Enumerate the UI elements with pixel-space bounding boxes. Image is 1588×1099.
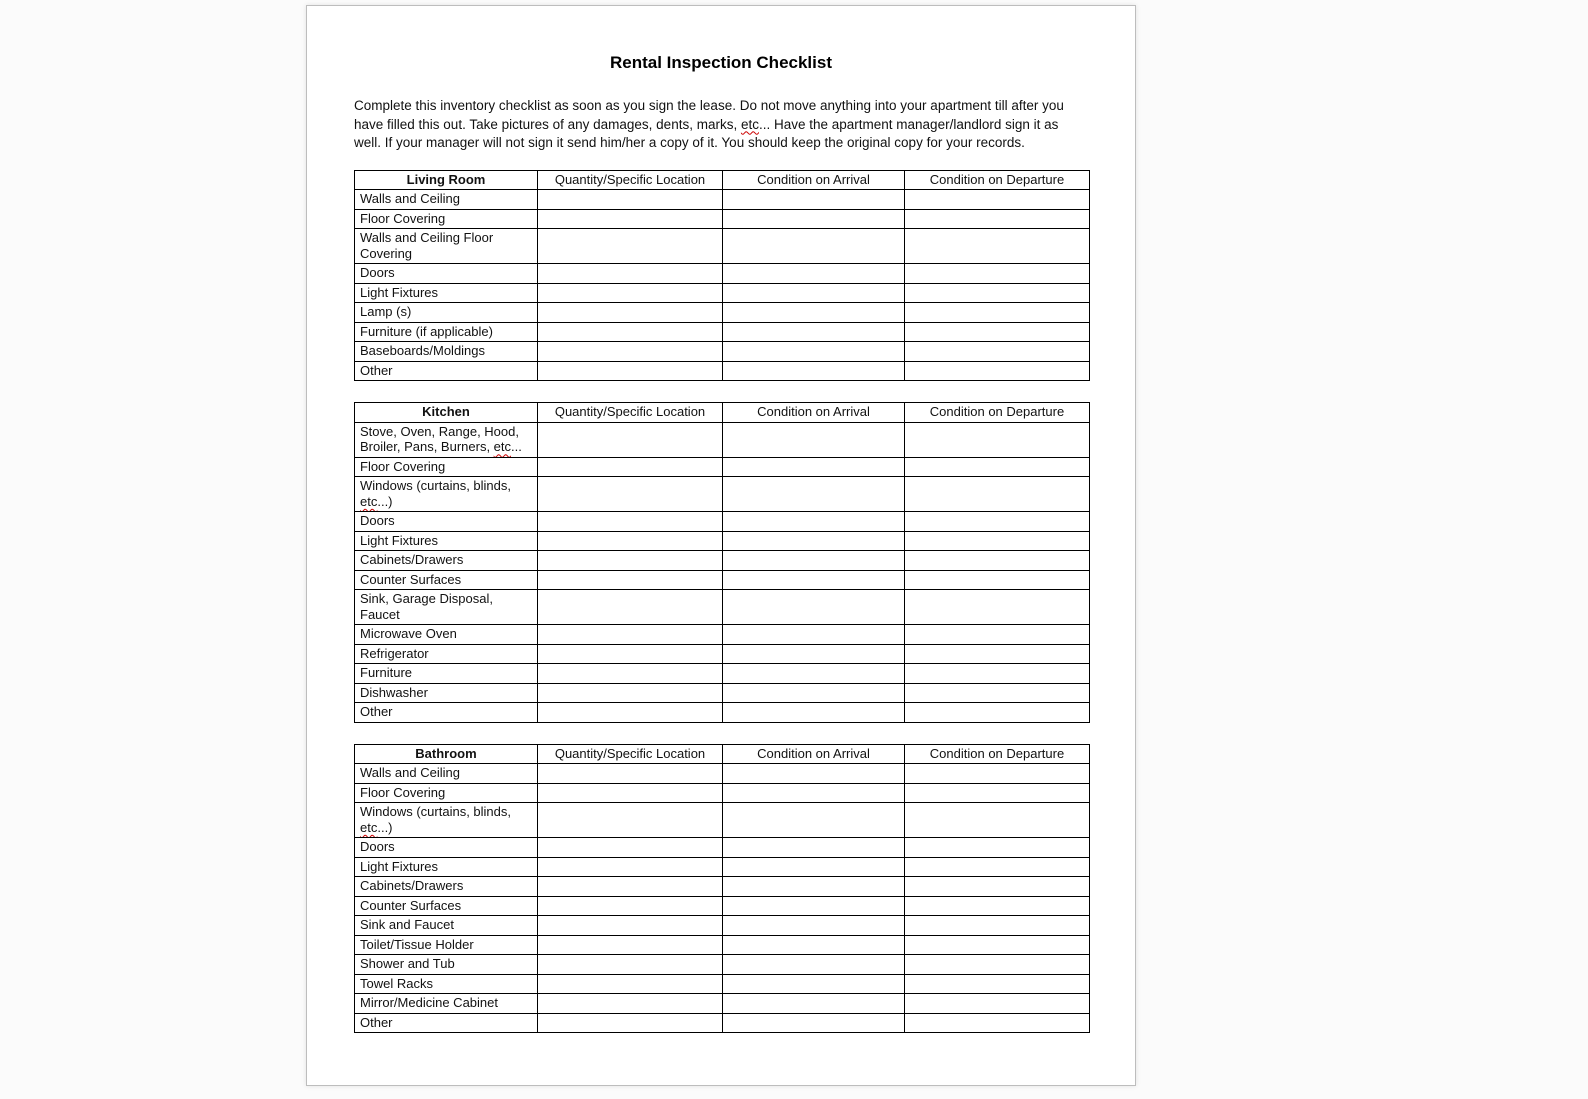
text-segment: Doors [360,265,395,281]
arrival-cell[interactable] [723,303,905,323]
arrival-cell[interactable] [723,994,905,1014]
checklist-table-kitchen [354,402,1090,723]
text-segment: Windows (curtains, blinds, [360,804,511,820]
quantity-cell[interactable] [538,570,723,590]
table-row [355,457,1090,477]
table-row [355,422,1090,457]
departure-cell[interactable] [905,477,1090,512]
text-segment: Light Fixtures [360,284,439,300]
item-label [355,322,538,342]
table-row [355,644,1090,664]
text-segment: Counter Surfaces [360,897,462,913]
arrival-cell[interactable] [723,916,905,936]
arrival-cell[interactable] [723,877,905,897]
item-label [355,361,538,381]
item-label [355,264,538,284]
item-label [355,422,538,457]
arrival-cell[interactable] [723,896,905,916]
arrival-cell[interactable] [723,342,905,362]
text-segment: Cabinets/Drawers [360,552,464,568]
quantity-cell[interactable] [538,457,723,477]
table-row [355,229,1090,264]
quantity-cell[interactable] [538,190,723,210]
arrival-cell[interactable] [723,190,905,210]
checklist-table-bathroom [354,744,1090,1034]
arrival-cell[interactable] [723,264,905,284]
arrival-cell[interactable] [723,935,905,955]
item-label [355,590,538,625]
table-row [355,512,1090,532]
quantity-cell[interactable] [538,229,723,264]
table-row [355,361,1090,381]
text-segment: Floor Covering [360,210,446,226]
departure-cell[interactable] [905,512,1090,532]
item-label [355,764,538,784]
text-segment: ...) [377,819,393,835]
text-segment: Sink, Garage Disposal, Faucet [360,591,493,622]
item-label [355,994,538,1014]
text-segment: Complete this inventory checklist as soon as you sign the lease. Do not move anything into your apartment till after you have filled this out. Take pictures of any damages, dents, marks, [354,98,1064,132]
departure-cell[interactable] [905,703,1090,723]
text-segment: Windows (curtains, blinds, [360,478,511,494]
text-segment: Mirror/Medicine Cabinet [360,995,498,1011]
departure-cell[interactable] [905,342,1090,362]
departure-cell[interactable] [905,361,1090,381]
table-row [355,974,1090,994]
table-row [355,283,1090,303]
text-segment: Microwave Oven [360,626,457,642]
quantity-cell[interactable] [538,783,723,803]
item-label [355,209,538,229]
table-row [355,209,1090,229]
quantity-cell[interactable] [538,361,723,381]
item-label [355,342,538,362]
table-row [355,955,1090,975]
tables-container [354,170,1088,1034]
table-row [355,322,1090,342]
section-header: Living Room [355,170,538,190]
text-segment: Floor Covering [360,458,446,474]
arrival-cell[interactable] [723,683,905,703]
misspelled-word: etc [360,819,378,835]
document-title: Rental Inspection Checklist [610,53,832,72]
departure-cell[interactable] [905,229,1090,264]
quantity-cell[interactable] [538,857,723,877]
item-label [355,283,538,303]
intro-paragraph [354,97,1089,153]
column-header: Condition on Departure [905,744,1090,764]
misspelled-word: etc [493,439,512,455]
column-header: Condition on Arrival [723,170,905,190]
text-segment: Dishwasher [360,684,428,700]
arrival-cell[interactable] [723,457,905,477]
column-header: Condition on Departure [905,403,1090,423]
text-segment: Furniture [360,665,413,681]
table-row [355,1013,1090,1033]
departure-cell[interactable] [905,838,1090,858]
departure-cell[interactable] [905,783,1090,803]
item-label [355,683,538,703]
table-row [355,994,1090,1014]
column-header: Condition on Departure [905,170,1090,190]
table-row [355,703,1090,723]
arrival-cell[interactable] [723,803,905,838]
column-header: Quantity/Specific Location [538,744,723,764]
departure-cell[interactable] [905,322,1090,342]
departure-cell[interactable] [905,683,1090,703]
table-row [355,303,1090,323]
quantity-cell[interactable] [538,803,723,838]
departure-cell[interactable] [905,1013,1090,1033]
departure-cell[interactable] [905,803,1090,838]
arrival-cell[interactable] [723,422,905,457]
table-row [355,683,1090,703]
arrival-cell[interactable] [723,838,905,858]
header-row [355,170,1090,190]
column-header: Condition on Arrival [723,403,905,423]
departure-cell[interactable] [905,896,1090,916]
arrival-cell[interactable] [723,512,905,532]
checklist-table-living-room [354,170,1090,382]
item-label [355,1013,538,1033]
table-row [355,625,1090,645]
column-header: Quantity/Specific Location [538,170,723,190]
table-row [355,590,1090,625]
arrival-cell[interactable] [723,361,905,381]
departure-cell[interactable] [905,955,1090,975]
table-row [355,783,1090,803]
item-label [355,896,538,916]
arrival-cell[interactable] [723,974,905,994]
text-segment: Light Fixtures [360,858,439,874]
departure-cell[interactable] [905,877,1090,897]
table-row [355,342,1090,362]
text-segment: Towel Racks [360,975,433,991]
arrival-cell[interactable] [723,625,905,645]
item-label [355,783,538,803]
table-row [355,803,1090,838]
item-label [355,664,538,684]
item-label [355,531,538,551]
departure-cell[interactable] [905,857,1090,877]
table-row [355,935,1090,955]
item-label [355,703,538,723]
departure-cell[interactable] [905,457,1090,477]
table-row [355,877,1090,897]
quantity-cell[interactable] [538,625,723,645]
departure-cell[interactable] [905,283,1090,303]
departure-cell[interactable] [905,531,1090,551]
arrival-cell[interactable] [723,209,905,229]
quantity-cell[interactable] [538,764,723,784]
text-segment: Other [360,362,393,378]
departure-cell[interactable] [905,590,1090,625]
item-label [355,935,538,955]
departure-cell[interactable] [905,209,1090,229]
departure-cell[interactable] [905,570,1090,590]
column-header: Condition on Arrival [723,744,905,764]
departure-cell[interactable] [905,644,1090,664]
text-segment: Shower and Tub [360,956,455,972]
departure-cell[interactable] [905,764,1090,784]
item-label [355,877,538,897]
document-page [306,5,1136,1086]
table-row [355,477,1090,512]
departure-cell[interactable] [905,303,1090,323]
departure-cell[interactable] [905,190,1090,210]
item-label [355,974,538,994]
misspelled-word: etc [740,116,759,132]
quantity-cell[interactable] [538,422,723,457]
arrival-cell[interactable] [723,551,905,571]
text-segment: Walls and Ceiling [360,765,460,781]
table-row [355,857,1090,877]
quantity-cell[interactable] [538,551,723,571]
quantity-cell[interactable] [538,322,723,342]
arrival-cell[interactable] [723,590,905,625]
table-row [355,531,1090,551]
table-row [355,838,1090,858]
quantity-cell[interactable] [538,477,723,512]
text-segment: ...) [377,493,393,509]
quantity-cell[interactable] [538,935,723,955]
column-header: Quantity/Specific Location [538,403,723,423]
item-label [355,644,538,664]
arrival-cell[interactable] [723,857,905,877]
item-label [355,955,538,975]
quantity-cell[interactable] [538,683,723,703]
table-row [355,664,1090,684]
item-label [355,838,538,858]
quantity-cell[interactable] [538,283,723,303]
quantity-cell[interactable] [538,916,723,936]
item-label [355,229,538,264]
item-label [355,477,538,512]
text-segment: Counter Surfaces [360,571,462,587]
text-segment: Walls and Ceiling [360,191,460,207]
text-segment: Refrigerator [360,645,429,661]
arrival-cell[interactable] [723,322,905,342]
quantity-cell[interactable] [538,896,723,916]
text-segment: Sink and Faucet [360,917,454,933]
item-label [355,625,538,645]
arrival-cell[interactable] [723,531,905,551]
text-segment: Baseboards/Moldings [360,343,486,359]
quantity-cell[interactable] [538,974,723,994]
arrival-cell[interactable] [723,229,905,264]
departure-cell[interactable] [905,994,1090,1014]
quantity-cell[interactable] [538,877,723,897]
arrival-cell[interactable] [723,644,905,664]
quantity-cell[interactable] [538,703,723,723]
departure-cell[interactable] [905,664,1090,684]
item-label [355,803,538,838]
item-label [355,512,538,532]
table-row [355,264,1090,284]
text-segment: Walls and Ceiling Floor Covering [360,230,494,261]
arrival-cell[interactable] [723,477,905,512]
table-row [355,570,1090,590]
text-segment: Floor Covering [360,784,446,800]
quantity-cell[interactable] [538,590,723,625]
text-segment: Doors [360,839,395,855]
quantity-cell[interactable] [538,664,723,684]
header-row [355,403,1090,423]
table-row [355,764,1090,784]
departure-cell[interactable] [905,625,1090,645]
departure-cell[interactable] [905,974,1090,994]
departure-cell[interactable] [905,264,1090,284]
table-row [355,551,1090,571]
text-segment: Stove, Oven, Range, Hood, Broiler, Pans, Burners, [360,423,519,455]
departure-cell[interactable] [905,935,1090,955]
section-header: Bathroom [355,744,538,764]
quantity-cell[interactable] [538,955,723,975]
text-segment: ... [511,439,522,455]
quantity-cell[interactable] [538,531,723,551]
quantity-cell[interactable] [538,512,723,532]
item-label [355,457,538,477]
departure-cell[interactable] [905,916,1090,936]
quantity-cell[interactable] [538,838,723,858]
section-header: Kitchen [355,403,538,423]
quantity-cell[interactable] [538,994,723,1014]
arrival-cell[interactable] [723,764,905,784]
text-segment: Furniture (if applicable) [360,323,493,339]
text-segment: Doors [360,513,395,529]
text-segment: Cabinets/Drawers [360,878,464,894]
text-segment: Light Fixtures [360,532,439,548]
text-segment: Lamp (s) [360,304,412,320]
arrival-cell[interactable] [723,283,905,303]
item-label [355,303,538,323]
text-segment: Other [360,704,393,720]
arrival-cell[interactable] [723,570,905,590]
table-row [355,190,1090,210]
quantity-cell[interactable] [538,303,723,323]
quantity-cell[interactable] [538,264,723,284]
arrival-cell[interactable] [723,664,905,684]
arrival-cell[interactable] [723,783,905,803]
item-label [355,551,538,571]
header-row [355,744,1090,764]
item-label [355,190,538,210]
quantity-cell[interactable] [538,342,723,362]
departure-cell[interactable] [905,551,1090,571]
arrival-cell[interactable] [723,703,905,723]
item-label [355,857,538,877]
text-segment: ... Have the apartment manager/landlord sign it as well. If your manager will not sign it send him/her a copy of it. You should keep the original copy for your records. [354,116,1059,151]
misspelled-word: etc [360,493,378,509]
arrival-cell[interactable] [723,1013,905,1033]
quantity-cell[interactable] [538,1013,723,1033]
quantity-cell[interactable] [538,644,723,664]
arrival-cell[interactable] [723,955,905,975]
departure-cell[interactable] [905,422,1090,457]
quantity-cell[interactable] [538,209,723,229]
item-label [355,570,538,590]
table-row [355,916,1090,936]
table-row [355,896,1090,916]
item-label [355,916,538,936]
text-segment: Toilet/Tissue Holder [360,936,474,952]
text-segment: Other [360,1014,393,1030]
